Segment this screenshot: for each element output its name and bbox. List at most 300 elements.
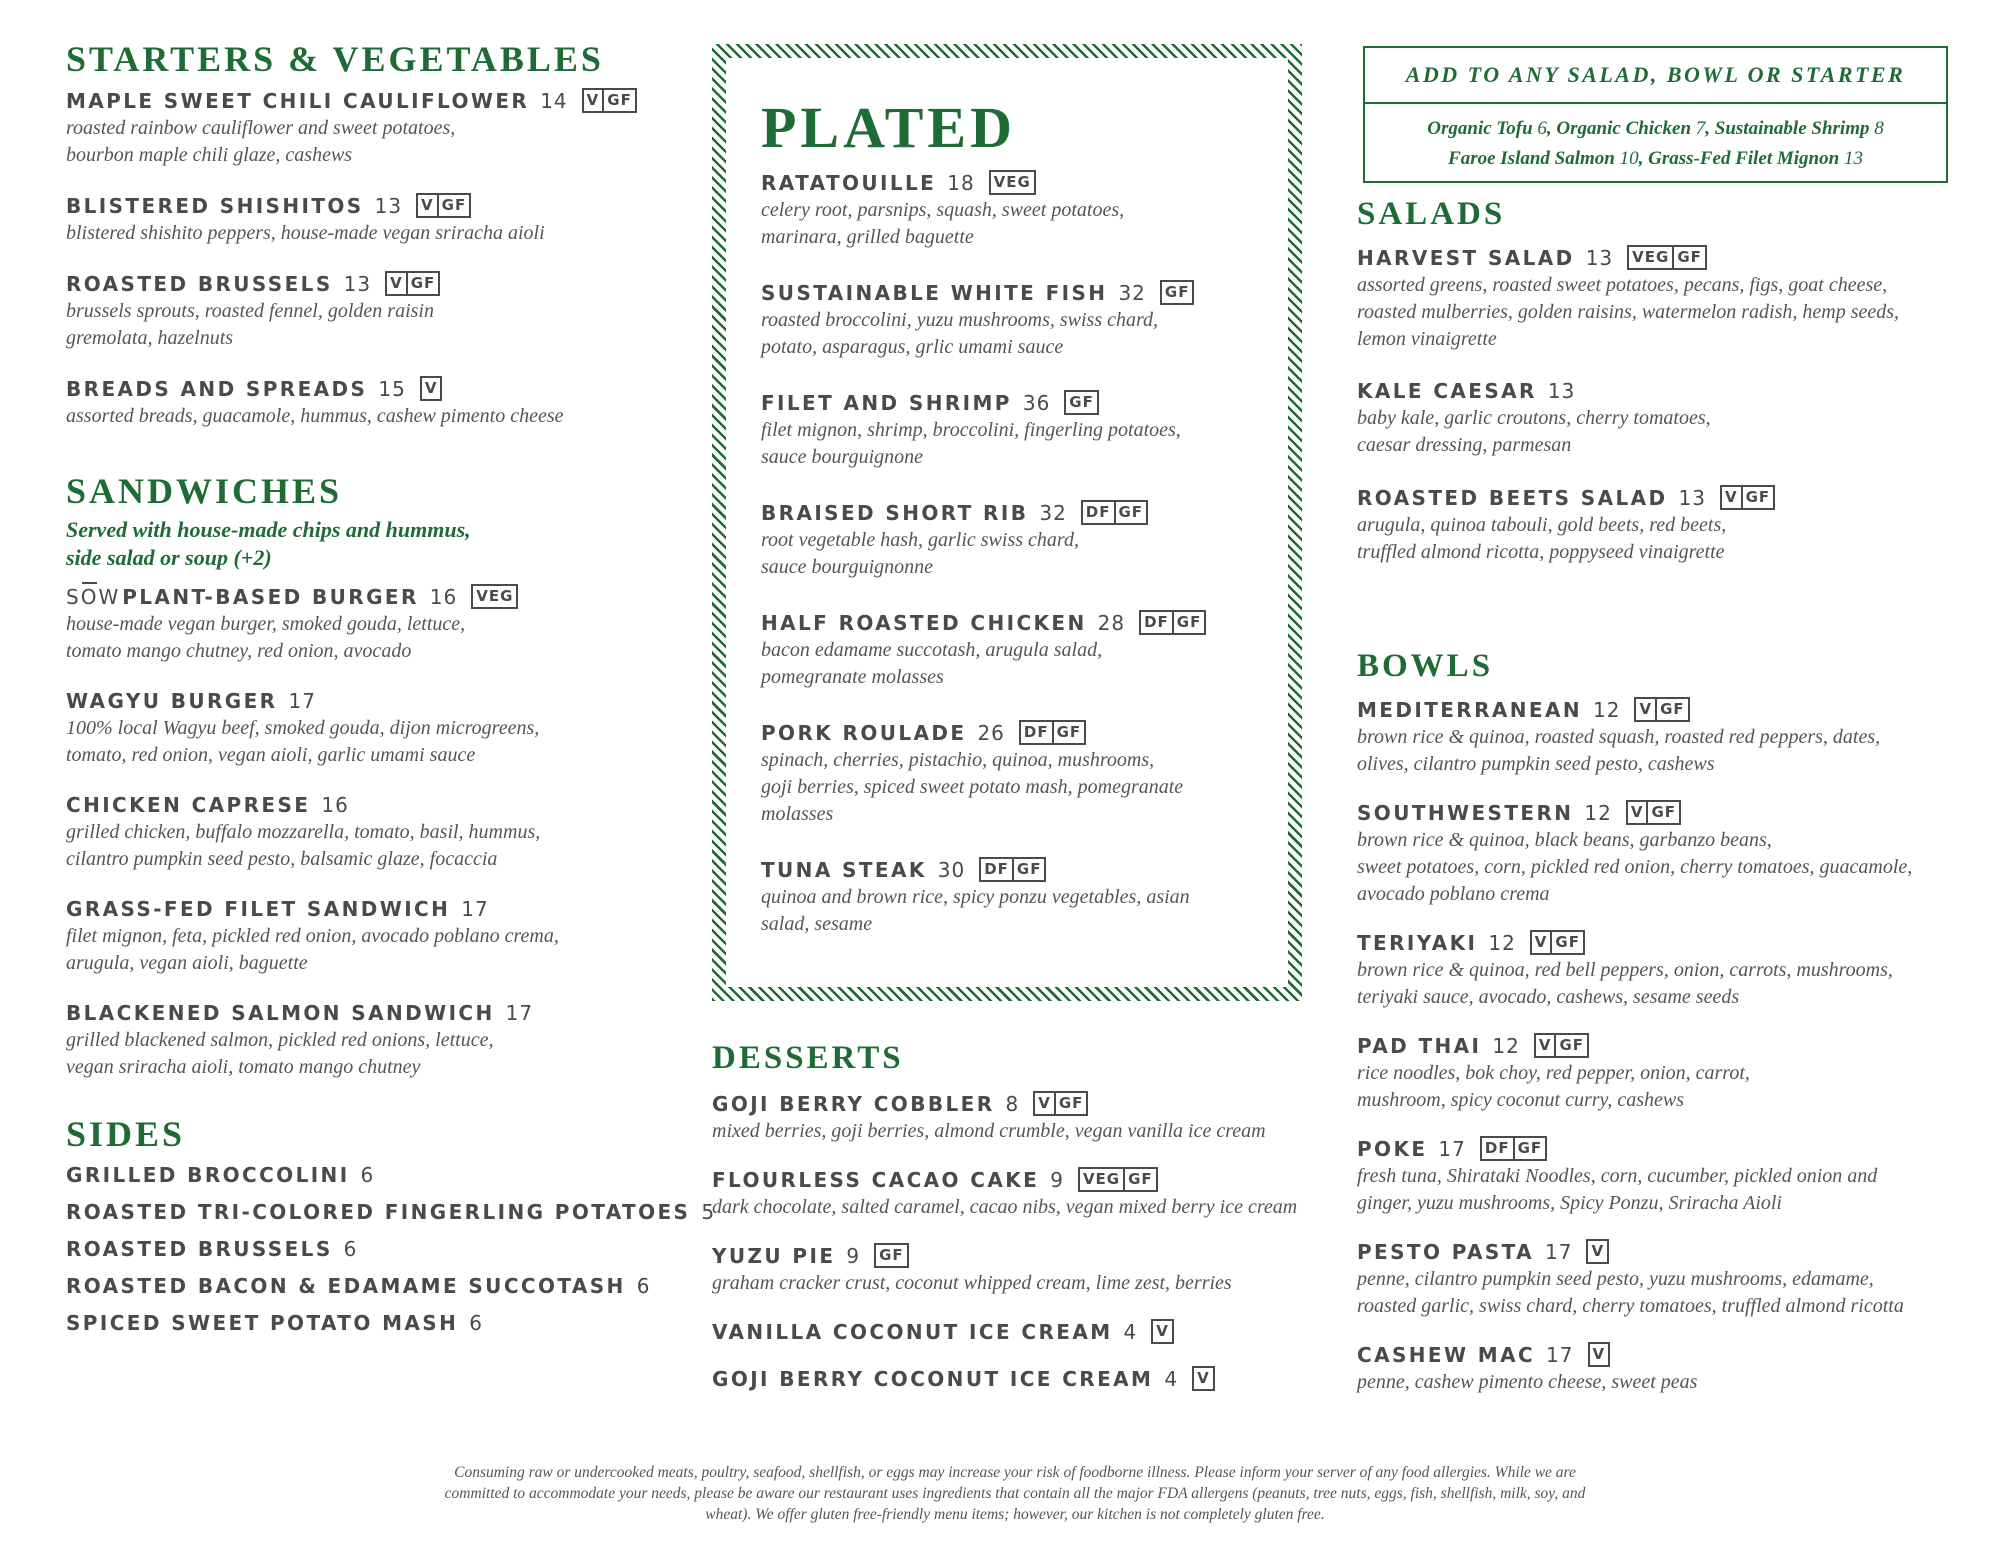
menu-item bbox=[66, 88, 666, 169]
menu-item-description bbox=[761, 637, 1281, 691]
menu-item bbox=[1357, 930, 1957, 1011]
menu-item-name: GRASS-FED FILET SANDWICH bbox=[66, 897, 451, 921]
description-line: avocado poblano crema bbox=[1357, 883, 1550, 905]
addon-price: 10 bbox=[1619, 148, 1639, 169]
menu-item bbox=[1357, 1136, 1957, 1217]
description-line: teriyaki sauce, avocado, cashews, sesame seeds bbox=[1357, 986, 1740, 1008]
description-line: blistered shishito peppers, house-made vegan sriracha aioli bbox=[66, 222, 545, 244]
menu-item-description bbox=[1357, 512, 1957, 566]
allergen-disclaimer bbox=[380, 1462, 1650, 1525]
dietary-tag: V bbox=[1038, 1094, 1051, 1112]
menu-item-header bbox=[66, 793, 666, 817]
dietary-tags bbox=[385, 271, 440, 296]
dietary-tags bbox=[582, 88, 637, 113]
menu-item-name: YUZU PIE bbox=[712, 1243, 836, 1268]
menu-item-header bbox=[712, 1091, 1332, 1116]
menu-item-name: ROASTED BEETS SALAD bbox=[1357, 485, 1668, 510]
menu-item-description bbox=[712, 1270, 1332, 1297]
addon-separator: , bbox=[1705, 118, 1715, 139]
menu-item-price: 13 bbox=[1585, 245, 1614, 270]
menu-item-name: HARVEST SALAD bbox=[1357, 245, 1575, 270]
description-line: marinara, grilled baguette bbox=[761, 226, 974, 248]
description-line: salad, sesame bbox=[761, 913, 873, 935]
menu-item-name: HALF ROASTED CHICKEN bbox=[761, 610, 1087, 635]
menu-item-price: 13 bbox=[343, 271, 372, 296]
menu-item-header bbox=[761, 280, 1281, 305]
dietary-tags bbox=[1586, 1239, 1609, 1264]
menu-item bbox=[1357, 245, 1957, 353]
menu-item-price: 12 bbox=[1584, 800, 1612, 825]
menu-item-description bbox=[761, 884, 1281, 938]
dietary-tags bbox=[1626, 800, 1681, 825]
menu-item-description bbox=[1357, 1060, 1957, 1114]
menu-item bbox=[66, 897, 666, 977]
menu-item bbox=[66, 793, 666, 873]
description-line: pomegranate molasses bbox=[761, 666, 944, 688]
menu-item-description bbox=[761, 197, 1281, 251]
side-item-name: ROASTED BACON & EDAMAME SUCCOTASH bbox=[66, 1274, 626, 1298]
menu-item-header bbox=[1357, 245, 1957, 270]
menu-item-price: 4 bbox=[1123, 1319, 1138, 1344]
addon-box bbox=[1363, 46, 1948, 183]
side-item-name: GRILLED BROCCOLINI bbox=[66, 1163, 350, 1187]
description-line: bourbon maple chili glaze, cashews bbox=[66, 144, 353, 166]
menu-item-header bbox=[1357, 1239, 1957, 1264]
description-line: roasted rainbow cauliflower and sweet potatoes, bbox=[66, 117, 456, 139]
menu-item-description bbox=[1357, 957, 1957, 1011]
salads-title: SALADS bbox=[1357, 196, 1506, 232]
menu-item-header bbox=[66, 88, 666, 113]
starters-list bbox=[66, 88, 666, 430]
salads-list bbox=[1357, 245, 1957, 566]
dietary-tag: GF bbox=[406, 273, 439, 294]
menu-item bbox=[712, 1243, 1332, 1297]
addon-protein: Sustainable Shrimp bbox=[1714, 118, 1875, 139]
disclaimer-line: Consuming raw or undercooked meats, poultry, seafood, shellfish, or eggs may increase your risk of foodborne illness. Please inform your server of any food allergies. While we are bbox=[454, 1464, 1576, 1481]
addon-protein: Organic Tofu bbox=[1427, 118, 1538, 139]
addon-price: 8 bbox=[1874, 118, 1884, 139]
dietary-tags bbox=[1151, 1319, 1174, 1344]
description-line: mushroom, spicy coconut curry, cashews bbox=[1357, 1089, 1684, 1111]
menu-item-price: 13 bbox=[1547, 379, 1576, 403]
menu-item-description bbox=[712, 1118, 1332, 1145]
description-line: grilled chicken, buffalo mozzarella, tomato, basil, hummus, bbox=[66, 821, 541, 843]
side-item-price: 6 bbox=[343, 1237, 358, 1261]
description-line: arugula, vegan aioli, baguette bbox=[66, 952, 308, 974]
menu-item-name: RATATOUILLE bbox=[761, 170, 937, 195]
dietary-tag: DF bbox=[1085, 503, 1111, 521]
dietary-tag: GF bbox=[1054, 1093, 1087, 1114]
description-line: lemon vinaigrette bbox=[1357, 328, 1497, 350]
side-item bbox=[66, 1200, 716, 1224]
addon-line bbox=[1365, 114, 1946, 144]
menu-item bbox=[712, 1319, 1332, 1344]
dietary-tags bbox=[1019, 720, 1086, 745]
addon-price: 7 bbox=[1695, 118, 1706, 139]
menu-item bbox=[1357, 1239, 1957, 1320]
menu-item bbox=[66, 271, 666, 352]
description-line: sauce bourguignonne bbox=[761, 556, 934, 578]
menu-item-description bbox=[66, 819, 666, 873]
menu-item-price: 17 bbox=[288, 689, 316, 713]
side-item-price: 6 bbox=[469, 1311, 483, 1335]
menu-item-description bbox=[761, 527, 1281, 581]
sandwiches-subhead bbox=[66, 516, 666, 572]
dietary-tag: DF bbox=[1484, 1139, 1510, 1157]
menu-item-name: GOJI BERRY COBBLER bbox=[712, 1091, 995, 1116]
menu-item-price: 18 bbox=[947, 170, 975, 195]
left-column bbox=[66, 38, 716, 1348]
menu-item-name: BLACKENED SALMON SANDWICH bbox=[66, 1001, 495, 1025]
dietary-tags bbox=[1534, 1033, 1589, 1058]
dietary-tag: GF bbox=[1672, 247, 1705, 268]
description-line: brown rice & quinoa, red bell peppers, onion, carrots, mushrooms, bbox=[1357, 959, 1893, 981]
menu-item-header bbox=[761, 170, 1281, 195]
menu-item-description bbox=[712, 1194, 1332, 1221]
bowls-list bbox=[1357, 697, 1957, 1396]
dietary-tag: GF bbox=[1012, 859, 1045, 880]
salads-section bbox=[1357, 196, 1957, 592]
menu-item-price: 9 bbox=[846, 1243, 861, 1268]
menu-item-header bbox=[712, 1319, 1332, 1344]
dietary-tag: V bbox=[1538, 1036, 1552, 1054]
description-line: root vegetable hash, garlic swiss chard, bbox=[761, 529, 1079, 551]
description-line: olives, cilantro pumpkin seed pesto, cashews bbox=[1357, 753, 1715, 775]
description-line: goji berries, spiced sweet potato mash, pomegranate bbox=[761, 776, 1184, 798]
disclaimer-line: committed to accommodate your needs, please be aware our restaurant uses ingredients that contain all the major FDA allergens (peanuts, tree nuts, eggs, fish, shellfish, milk, soy, and bbox=[444, 1485, 1586, 1502]
menu-item bbox=[1357, 379, 1957, 459]
description-line: baby kale, garlic croutons, cherry tomatoes, bbox=[1357, 407, 1711, 429]
description-line: graham cracker crust, coconut whipped cream, lime zest, berries bbox=[712, 1272, 1232, 1294]
menu-item-price: 32 bbox=[1039, 500, 1067, 525]
dietary-tags bbox=[1192, 1366, 1215, 1391]
brand-logo bbox=[66, 585, 120, 609]
menu-item bbox=[712, 1091, 1332, 1145]
menu-item-header bbox=[761, 500, 1281, 525]
menu-item bbox=[66, 689, 666, 769]
description-line: ginger, yuzu mushrooms, Spicy Ponzu, Sriracha Aioli bbox=[1357, 1192, 1782, 1214]
menu-item-description bbox=[66, 611, 666, 665]
menu-item-header bbox=[761, 390, 1281, 415]
menu-item-header bbox=[66, 193, 666, 218]
menu-item-name: BRAISED SHORT RIB bbox=[761, 500, 1029, 525]
menu-item-header bbox=[66, 584, 666, 609]
menu-item bbox=[761, 280, 1281, 361]
dietary-tag: DF bbox=[1023, 723, 1049, 741]
desserts-title: DESSERTS bbox=[712, 1040, 904, 1076]
menu-item-description bbox=[1357, 1266, 1957, 1320]
menu-item-name: PLANT-BASED BURGER bbox=[122, 584, 419, 609]
description-line: mixed berries, goji berries, almond crumble, vegan vanilla ice cream bbox=[712, 1120, 1266, 1142]
menu-item-price: 9 bbox=[1050, 1167, 1064, 1192]
addon-protein: Organic Chicken bbox=[1556, 118, 1696, 139]
menu-item-description bbox=[66, 298, 666, 352]
sandwiches-subhead-line: side salad or soup (+2) bbox=[66, 545, 272, 570]
menu-item-name: TERIYAKI bbox=[1357, 930, 1478, 955]
description-line: dark chocolate, salted caramel, cacao nibs, vegan mixed berry ice cream bbox=[712, 1196, 1298, 1218]
menu-item-description bbox=[66, 115, 666, 169]
menu-item-header bbox=[66, 271, 666, 296]
side-item bbox=[66, 1237, 666, 1261]
menu-item bbox=[761, 857, 1281, 938]
sides-title: SIDES bbox=[66, 1114, 186, 1154]
dietary-tag: V bbox=[1639, 700, 1653, 718]
menu-item-name: CHICKEN CAPRESE bbox=[66, 793, 311, 817]
description-line: grilled blackened salmon, pickled red onions, lettuce, bbox=[66, 1029, 494, 1051]
description-line: roasted garlic, swiss chard, cherry tomatoes, truffled almond ricotta bbox=[1357, 1295, 1904, 1317]
menu-item-description bbox=[1357, 1163, 1957, 1217]
addon-separator: , bbox=[1638, 148, 1649, 169]
menu-item-header bbox=[1357, 930, 1957, 955]
description-line: celery root, parsnips, squash, sweet potatoes, bbox=[761, 199, 1125, 221]
dietary-tags bbox=[471, 584, 518, 609]
description-line: penne, cashew pimento cheese, sweet peas bbox=[1357, 1371, 1698, 1393]
menu-item-price: 8 bbox=[1005, 1091, 1020, 1116]
plated-section bbox=[761, 96, 1281, 967]
dietary-tag: GF bbox=[437, 195, 470, 216]
dietary-tag: V bbox=[424, 379, 438, 397]
description-line: gremolata, hazelnuts bbox=[66, 327, 234, 349]
side-item-name: ROASTED BRUSSELS bbox=[66, 1237, 333, 1261]
side-item-name: ROASTED TRI-COLORED FINGERLING POTATOES bbox=[66, 1200, 691, 1224]
dietary-tag: GF bbox=[1741, 487, 1774, 508]
description-line: potato, asparagus, grlic umami sauce bbox=[761, 336, 1064, 358]
menu-item-header bbox=[1357, 1342, 1957, 1367]
description-line: molasses bbox=[761, 803, 834, 825]
sandwiches-list bbox=[66, 584, 666, 1081]
menu-item-header bbox=[712, 1243, 1332, 1268]
dietary-tags bbox=[1480, 1136, 1547, 1161]
menu-item-name: MAPLE SWEET CHILI CAULIFLOWER bbox=[66, 88, 530, 113]
menu-item-description bbox=[1357, 1369, 1957, 1396]
menu-item-description bbox=[1357, 272, 1957, 353]
menu-item-header bbox=[1357, 697, 1957, 722]
plated-list bbox=[761, 170, 1281, 938]
menu-item bbox=[66, 376, 666, 430]
description-line: cilantro pumpkin seed pesto, balsamic glaze, focaccia bbox=[66, 848, 498, 870]
menu-item-description bbox=[1357, 827, 1957, 908]
description-line: arugula, quinoa tabouli, gold beets, red beets, bbox=[1357, 514, 1727, 536]
brand-letter: S bbox=[66, 584, 81, 609]
dietary-tag: VEG bbox=[993, 173, 1031, 191]
menu-item-name: KALE CAESAR bbox=[1357, 379, 1537, 403]
side-item bbox=[66, 1311, 666, 1335]
menu-item-price: 17 bbox=[1546, 1342, 1574, 1367]
dietary-tag: GF bbox=[1554, 1035, 1587, 1056]
menu-item-price: 12 bbox=[1488, 930, 1516, 955]
menu-item-header bbox=[761, 610, 1281, 635]
menu-item-header bbox=[712, 1366, 1332, 1391]
dietary-tag: GF bbox=[1069, 393, 1094, 411]
menu-item-price: 36 bbox=[1022, 390, 1051, 415]
menu-item-description bbox=[66, 715, 666, 769]
menu-item bbox=[66, 584, 666, 665]
menu-item-name: ROASTED BRUSSELS bbox=[66, 271, 333, 296]
menu-item-price: 17 bbox=[505, 1001, 534, 1025]
addon-line bbox=[1365, 144, 1946, 174]
menu-item-price: 28 bbox=[1097, 610, 1126, 635]
description-line: brown rice & quinoa, black beans, garbanzo beans, bbox=[1357, 829, 1772, 851]
menu-item-name: PESTO PASTA bbox=[1357, 1239, 1535, 1264]
menu-item-name: BLISTERED SHISHITOS bbox=[66, 193, 364, 218]
dietary-tag: GF bbox=[1550, 932, 1583, 953]
menu-item bbox=[1357, 1342, 1957, 1396]
menu-item-name: MEDITERRANEAN bbox=[1357, 697, 1583, 722]
menu-item bbox=[761, 500, 1281, 581]
menu-item bbox=[1357, 800, 1957, 908]
menu-item-description bbox=[1357, 405, 1957, 459]
dietary-tag: V bbox=[1591, 1242, 1605, 1260]
description-line: truffled almond ricotta, poppyseed vinaigrette bbox=[1357, 541, 1725, 563]
addon-protein: Faroe Island Salmon bbox=[1448, 148, 1620, 169]
dietary-tags bbox=[874, 1243, 909, 1268]
menu-item-price: 14 bbox=[540, 88, 568, 113]
menu-item bbox=[1357, 697, 1957, 778]
description-line: quinoa and brown rice, spicy ponzu vegetables, asian bbox=[761, 886, 1190, 908]
dietary-tags bbox=[1720, 485, 1775, 510]
desserts-section bbox=[712, 1040, 1332, 1413]
menu-item-header bbox=[66, 689, 666, 713]
menu-item bbox=[712, 1167, 1332, 1221]
description-line: sauce bourguignone bbox=[761, 446, 924, 468]
menu-item-name: CASHEW MAC bbox=[1357, 1342, 1536, 1367]
menu-item bbox=[1357, 485, 1957, 566]
side-item-price: 6 bbox=[360, 1163, 375, 1187]
starters-title: STARTERS & VEGETABLES bbox=[66, 39, 604, 79]
menu-item bbox=[761, 720, 1281, 828]
dietary-tag: DF bbox=[1144, 613, 1169, 631]
side-item bbox=[66, 1274, 666, 1298]
dietary-tags bbox=[989, 170, 1036, 195]
menu-item-name: PAD THAI bbox=[1357, 1033, 1482, 1058]
menu-item bbox=[761, 170, 1281, 251]
brand-letter: O bbox=[80, 584, 99, 609]
menu-item-price: 4 bbox=[1164, 1366, 1179, 1391]
menu-item-price: 16 bbox=[429, 584, 458, 609]
dietary-tag: GF bbox=[1123, 1169, 1156, 1190]
menu-item-header bbox=[1357, 1033, 1957, 1058]
description-line: house-made vegan burger, smoked gouda, lettuce, bbox=[66, 613, 466, 635]
dietary-tags bbox=[416, 193, 471, 218]
description-line: rice noodles, bok choy, red pepper, onion, carrot, bbox=[1357, 1062, 1750, 1084]
dietary-tag: GF bbox=[1172, 612, 1205, 633]
description-line: bacon edamame succotash, arugula salad, bbox=[761, 639, 1103, 661]
desserts-list bbox=[712, 1091, 1332, 1391]
menu-item-name: VANILLA COCONUT ICE CREAM bbox=[712, 1319, 1113, 1344]
menu-item-price: 32 bbox=[1118, 280, 1146, 305]
description-line: brussels sprouts, roasted fennel, golden raisin bbox=[66, 300, 434, 322]
menu-item bbox=[66, 193, 666, 247]
menu-item-price: 17 bbox=[461, 897, 489, 921]
dietary-tag: V bbox=[1724, 488, 1738, 506]
menu-item-description bbox=[66, 923, 666, 977]
menu-item-description bbox=[66, 1027, 666, 1081]
dietary-tags bbox=[1588, 1342, 1611, 1367]
dietary-tag: V bbox=[1534, 933, 1548, 951]
menu-item-header bbox=[761, 720, 1281, 745]
description-line: filet mignon, feta, pickled red onion, avocado poblano crema, bbox=[66, 925, 559, 947]
menu-item-name: FLOURLESS CACAO CAKE bbox=[712, 1167, 1040, 1192]
dietary-tags bbox=[1634, 697, 1689, 722]
menu-item-header bbox=[761, 857, 1281, 882]
menu-item-header bbox=[66, 897, 666, 921]
dietary-tag: GF bbox=[1052, 722, 1085, 743]
dietary-tags bbox=[1064, 390, 1099, 415]
menu-item-price: 15 bbox=[378, 376, 406, 401]
menu-item-price: 17 bbox=[1545, 1239, 1573, 1264]
menu-item-description bbox=[761, 747, 1281, 828]
plated-title: PLATED bbox=[761, 95, 1016, 160]
menu-item-name: FILET AND SHRIMP bbox=[761, 390, 1012, 415]
dietary-tags bbox=[1160, 280, 1195, 305]
brand-letter: W bbox=[98, 584, 121, 609]
dietary-tags bbox=[420, 376, 443, 401]
menu-item-price: 13 bbox=[1678, 485, 1706, 510]
description-line: brown rice & quinoa, roasted squash, roasted red peppers, dates, bbox=[1357, 726, 1881, 748]
dietary-tag: V bbox=[1197, 1369, 1210, 1387]
description-line: sweet potatoes, corn, pickled red onion, cherry tomatoes, guacamole, bbox=[1357, 856, 1913, 878]
description-line: assorted breads, guacamole, hummus, cashew pimento cheese bbox=[66, 405, 564, 427]
menu-item bbox=[761, 610, 1281, 691]
menu-item-description bbox=[66, 403, 666, 430]
dietary-tags bbox=[1627, 245, 1707, 270]
menu-item-name: POKE bbox=[1357, 1136, 1428, 1161]
dietary-tag: GF bbox=[1114, 502, 1147, 523]
addon-protein: Grass-Fed Filet Mignon bbox=[1648, 148, 1844, 169]
menu-item-description bbox=[761, 417, 1281, 471]
disclaimer-line: wheat). We offer gluten free-friendly menu items; however, our kitchen is not completely gluten free. bbox=[705, 1506, 1325, 1523]
menu-item-price: 12 bbox=[1492, 1033, 1520, 1058]
menu-item-name: TUNA STEAK bbox=[761, 857, 927, 882]
menu-item-description bbox=[761, 307, 1281, 361]
dietary-tags bbox=[1078, 1167, 1158, 1192]
addon-title: ADD TO ANY SALAD, BOWL OR STARTER bbox=[1365, 48, 1946, 104]
sandwiches-title: SANDWICHES bbox=[66, 471, 343, 511]
dietary-tag: VEG bbox=[1082, 1170, 1121, 1188]
dietary-tag: V bbox=[1156, 1322, 1169, 1340]
description-line: tomato, red onion, vegan aioli, garlic umami sauce bbox=[66, 744, 476, 766]
menu-item-price: 16 bbox=[321, 793, 349, 817]
description-line: filet mignon, shrimp, broccolini, fingerling potatoes, bbox=[761, 419, 1181, 441]
dietary-tag: V bbox=[390, 274, 403, 292]
description-line: tomato mango chutney, red onion, avocado bbox=[66, 640, 412, 662]
dietary-tag: V bbox=[421, 196, 434, 214]
dietary-tag: GF bbox=[879, 1246, 904, 1264]
menu-item-name: BREADS AND SPREADS bbox=[66, 376, 368, 401]
dietary-tags bbox=[979, 857, 1046, 882]
dietary-tag: DF bbox=[984, 860, 1009, 878]
menu-item-price: 13 bbox=[374, 193, 403, 218]
menu-item-header bbox=[1357, 1136, 1957, 1161]
menu-item-price: 12 bbox=[1593, 697, 1621, 722]
dietary-tag: V bbox=[1592, 1345, 1606, 1363]
description-line: fresh tuna, Shirataki Noodles, corn, cucumber, pickled onion and bbox=[1357, 1165, 1878, 1187]
sides-list bbox=[66, 1163, 716, 1335]
menu-item-description bbox=[66, 220, 666, 247]
menu-item-price: 17 bbox=[1438, 1136, 1466, 1161]
dietary-tag: GF bbox=[1646, 802, 1679, 823]
description-line: 100% local Wagyu beef, smoked gouda, dijon microgreens, bbox=[66, 717, 540, 739]
dietary-tag: GF bbox=[602, 90, 635, 111]
bowls-section bbox=[1357, 648, 1957, 1418]
dietary-tags bbox=[1139, 610, 1206, 635]
side-item-price: 5 bbox=[701, 1200, 716, 1224]
menu-item bbox=[712, 1366, 1332, 1391]
description-line: assorted greens, roasted sweet potatoes, pecans, figs, goat cheese, bbox=[1357, 274, 1888, 296]
description-line: caesar dressing, parmesan bbox=[1357, 434, 1572, 456]
description-line: roasted broccolini, yuzu mushrooms, swiss chard, bbox=[761, 309, 1159, 331]
menu-item-price: 30 bbox=[937, 857, 966, 882]
